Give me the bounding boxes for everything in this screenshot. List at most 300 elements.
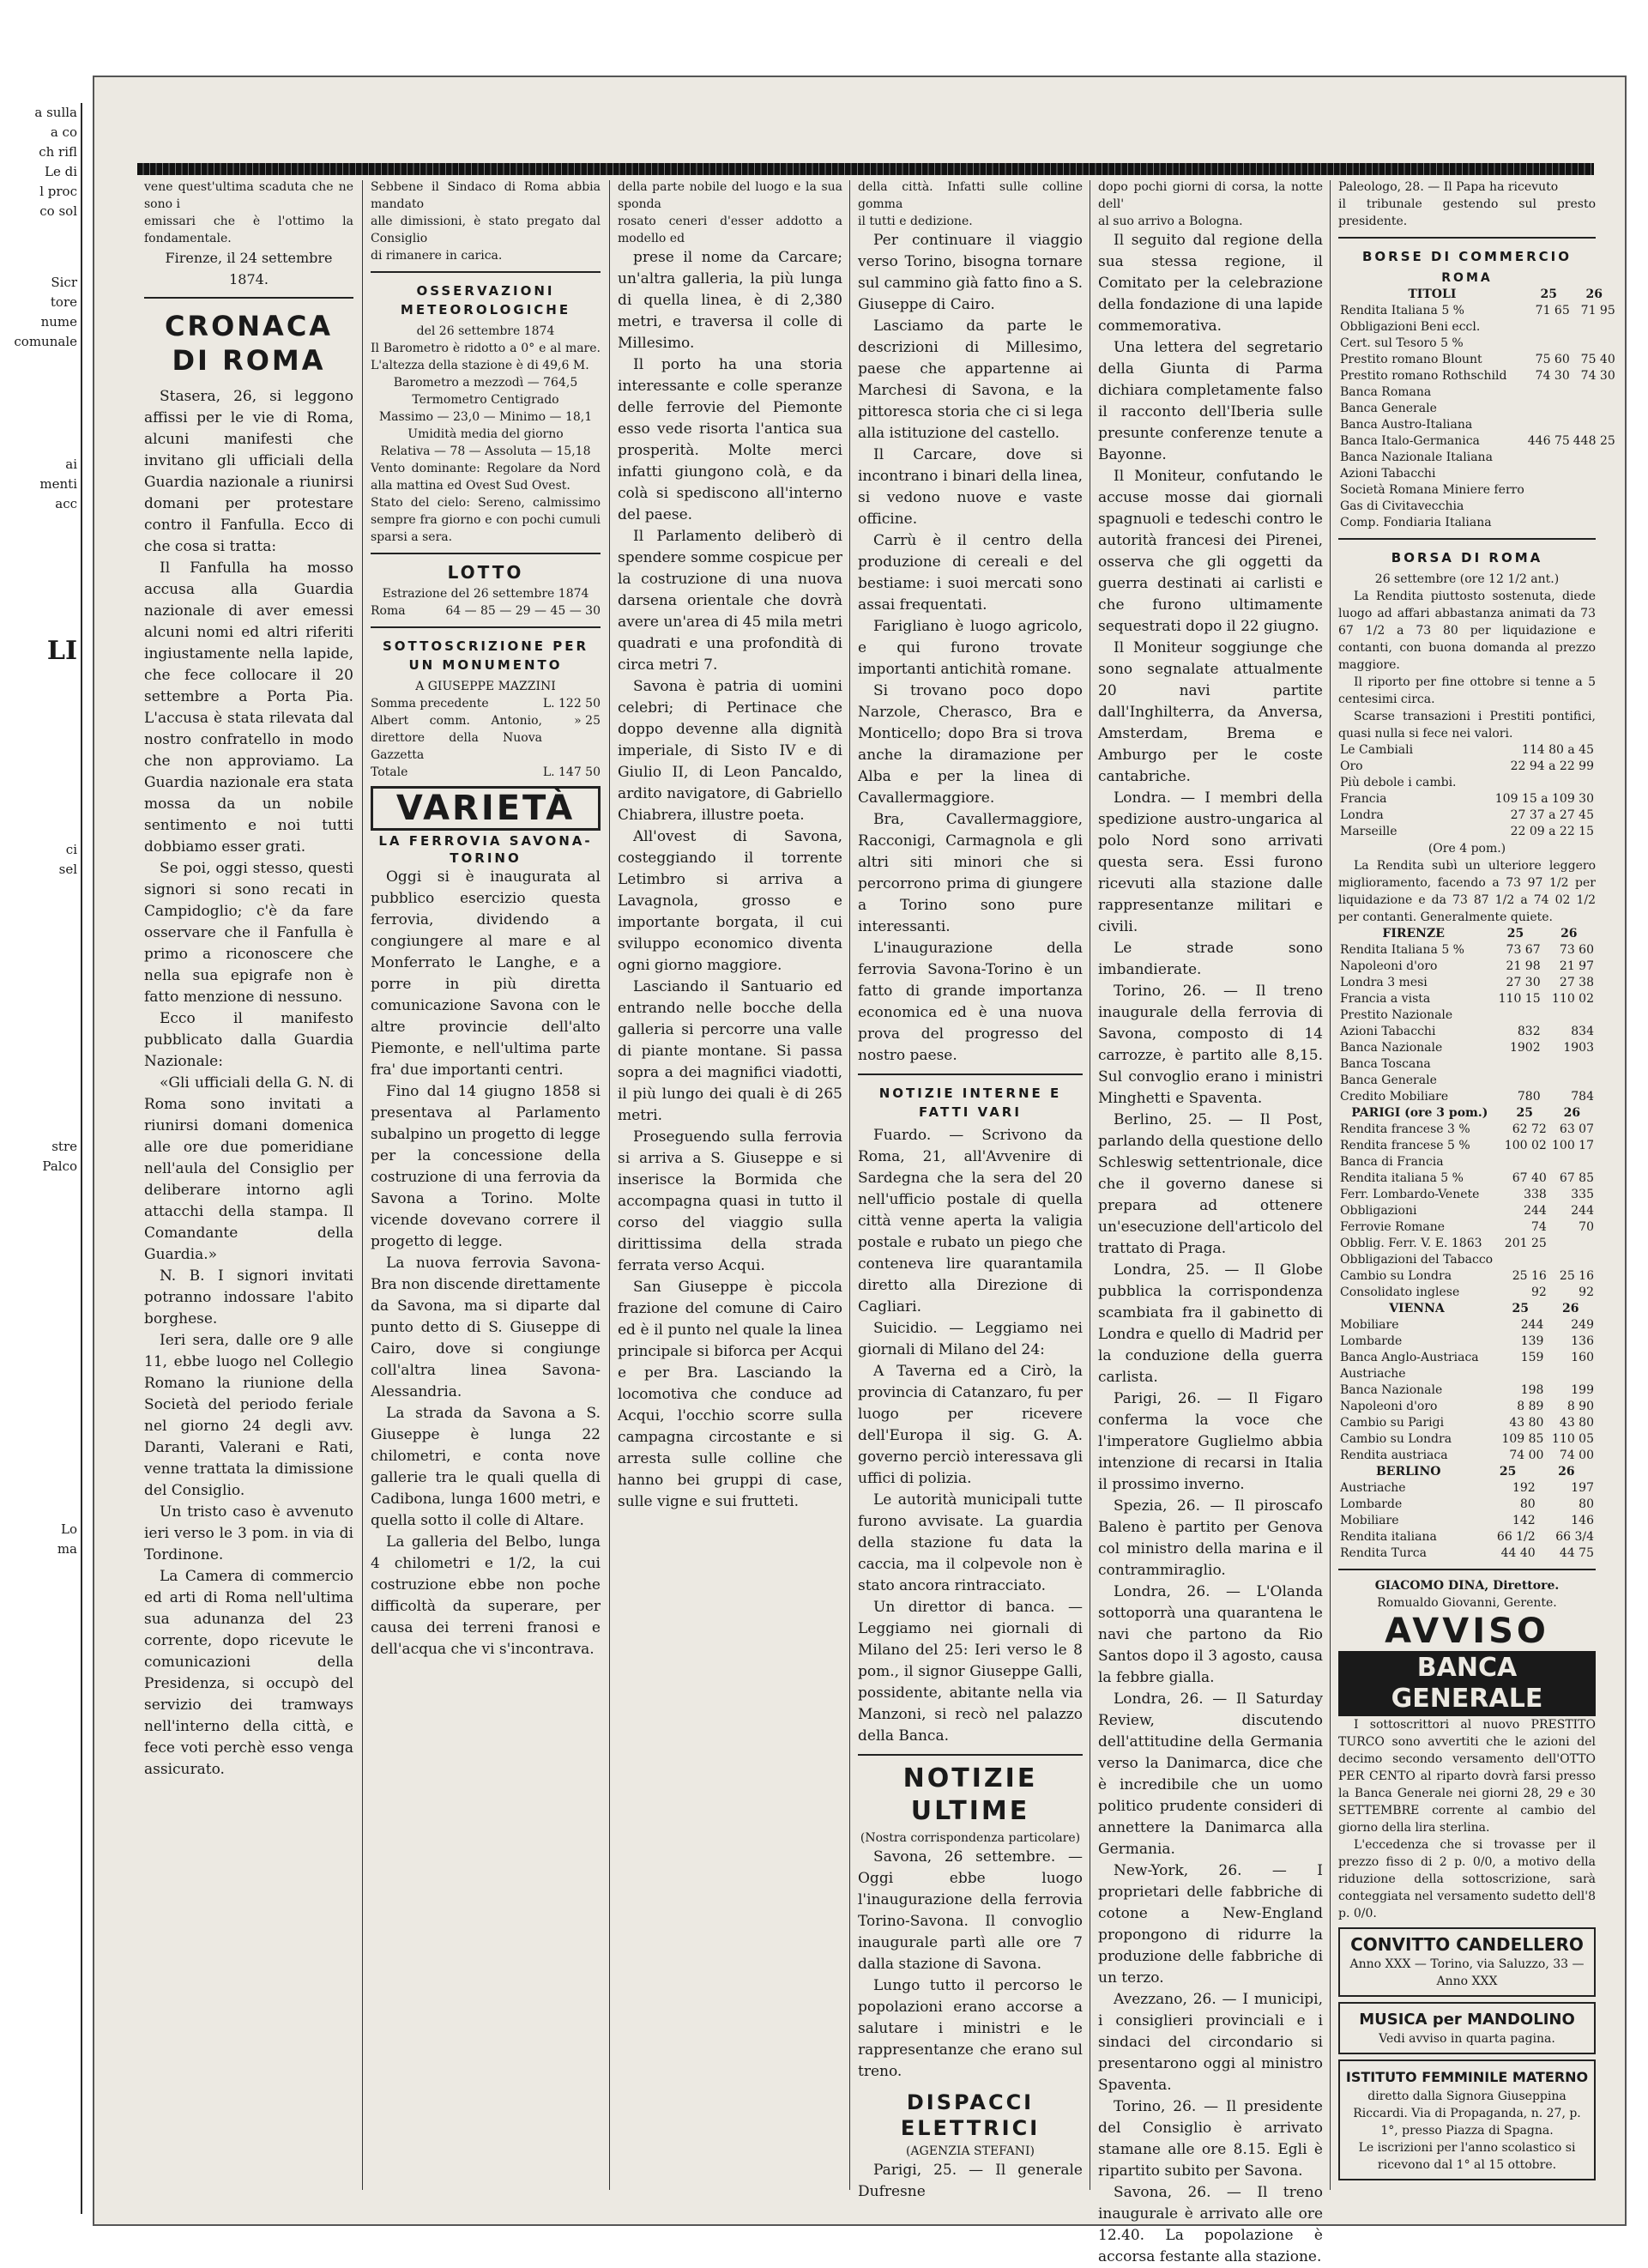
meteo-line: Barometro a mezzodì — 764,5	[393, 376, 578, 390]
table-cell: 67 40	[1512, 1171, 1547, 1185]
table-cell: Banca Austro-Italiana	[1340, 418, 1473, 432]
cell: Più debole i cambi.	[1340, 776, 1457, 789]
paragraph: Suicidio. — Leggiamo nei giornali di Milano del 24:	[858, 1320, 1083, 1358]
table-row	[1338, 1122, 1596, 1138]
table-cell: 100 02	[1504, 1139, 1547, 1152]
lotto-date: Estrazione del 26 settembre 1874	[382, 587, 589, 601]
borsa-title: BORSA DI ROMA	[1391, 550, 1543, 565]
table-cell	[1572, 319, 1617, 336]
cell: Le Cambiali	[1340, 743, 1414, 757]
header-cell: 25	[1516, 1106, 1533, 1120]
table-cell: 249	[1571, 1318, 1594, 1332]
header-cell: 26	[1560, 927, 1578, 940]
table-row	[1338, 1399, 1596, 1415]
table-row	[1338, 1497, 1596, 1513]
cell: 22 94 a 22 99	[1510, 759, 1594, 773]
paragraph: La galleria del Belbo, lunga 4 chilometri e 1/2, la cui costruzione ebbe non poche difficoltà da superare, per causa dei terreni franosi e dell'acqua che vi s'incontrava.	[371, 1533, 601, 1658]
table-cell: 335	[1571, 1188, 1594, 1201]
column-3	[618, 178, 842, 2204]
paragraph: Il Moniteur, confutando le accuse mosse dai giornali spagnuoli e tedeschi contro le autorità francesi dei Pirenei, osserva che gli oggetti da guerra destinati ai carlisti e che furono ultimamente sequestrati dopo il 22 giugno.	[1098, 468, 1323, 635]
table-cell	[1542, 1056, 1596, 1073]
column-4	[858, 178, 1083, 2204]
paragraph: Il Carcare, dove si incontrano i binari della linea, si vedono nuove e vaste officine.	[858, 446, 1083, 528]
strip-line: comunale	[14, 334, 77, 349]
cambi-note: (Ore 4 pom.)	[1428, 842, 1506, 856]
table-row	[1338, 1431, 1596, 1448]
table-cell: Banca Nazionale	[1340, 1383, 1443, 1397]
ad-musica-title: MUSICA per MANDOLINO	[1359, 2011, 1575, 2029]
table-cell	[1572, 466, 1617, 482]
meteo-line: Termometro Centigrado	[412, 393, 559, 407]
header-cell: 26	[1558, 1465, 1575, 1479]
table-row	[1338, 1007, 1596, 1024]
table-cell	[1542, 1007, 1596, 1024]
paragraph: Le autorità municipali tutte furono avvisate. La guardia della stazione fu data la caccia, ma il colpevole non è stato ancora rintracciato.	[858, 1491, 1083, 1594]
table-row	[1338, 959, 1596, 975]
firenze-table	[1338, 926, 1596, 1105]
telegram: Londra, 26. — L'Olanda sottoporrà una quarantena le navi che partono da Rio Santos dopo il 3 agosto, causa la febbre gialla.	[1098, 1583, 1323, 1686]
paragraph: A Taverna ed a Cirò, la provincia di Catanzaro, fu per luogo per ricevere dell'Europa il sig. G. A. governo perciò interessava gli uffici di polizia.	[858, 1363, 1083, 1487]
table-cell: 71 95	[1580, 304, 1615, 318]
table-body	[1338, 303, 1617, 531]
paragraph: Ieri sera, dalle ore 9 alle 11, ebbe luogo nel Collegio Romano la riunione della Società del periodo feriale nel giorno 24 degli avv. Daranti, Valerani e Rati, venne trattata la dimissione del Consiglio.	[144, 1332, 353, 1499]
paragraph: Se poi, oggi stesso, questi signori si sono recati in Campidoglio; c'è da fare osservare che il Fanfulla è primo a riconoscere che nella sua epigrafe non è fatto menzione di nessuno.	[144, 860, 353, 1006]
table-cell: Banca di Francia	[1340, 1155, 1444, 1169]
table-cell: 8 89	[1517, 1400, 1544, 1413]
table-row	[1338, 336, 1617, 352]
table-row	[1338, 807, 1596, 824]
table-row	[1338, 1285, 1596, 1301]
header-cell: VIENNA	[1389, 1302, 1445, 1315]
titoli-table	[1338, 287, 1617, 531]
table-cell: 192	[1512, 1481, 1536, 1495]
ultime-title: NOTIZIE ULTIME	[902, 1763, 1038, 1826]
subscription-subtitle: A GIUSEPPE MAZZINI	[415, 680, 556, 693]
header-cell: 26	[1563, 1106, 1581, 1120]
table-cell: 27 30	[1506, 976, 1541, 989]
strip-line: Sicr	[51, 275, 77, 290]
table-cell: Azioni Tabacchi	[1340, 467, 1436, 481]
column-1	[144, 178, 353, 2204]
table-cell: 160	[1571, 1351, 1594, 1364]
varieta-title: VARIETÀ	[371, 786, 601, 831]
meteo-line: Il Barometro è ridotto a 0° e al mare. L'altezza della stazione è di 49,6 M.	[371, 342, 601, 372]
table-cell	[1526, 417, 1572, 433]
table-row	[1338, 759, 1596, 775]
paragraph: Savona, 26 settembre. — Oggi ebbe luogo l'inaugurazione della ferrovia Torino-Savona. Il convoglio inaugurale partì alle ore 7 dalla stazione di Savona.	[858, 1848, 1083, 1973]
strip-line: a sulla	[34, 105, 77, 120]
paragraph: La Rendita piuttosto sostenuta, diede luogo ad affari abbastanza animati da 73 67 1/2 a 73 80 per liquidazione e contanti, con buona domanda al prezzo maggiore.	[1338, 590, 1596, 672]
table-cell: Banca Generale	[1340, 1074, 1437, 1087]
table-row	[1338, 775, 1596, 791]
continued-line: della città. Infatti sulle colline gomma	[858, 180, 1083, 211]
paragraph: Savona è patria di uomini celebri; di Pertinace che doppo devenne alla dignità imperiale, di Sisto IV e di Giulio II, di Leon Pancaldo, ardito navigatore, di Gabriello Chiabrera, illustre poeta.	[618, 678, 842, 824]
paragraph: Scarse transazioni i Prestiti pontifici, quasi nulla si fece nei valori.	[1338, 710, 1596, 741]
table-cell: Banca Italo-Germanica	[1340, 434, 1480, 448]
table-cell: 139	[1520, 1334, 1544, 1348]
table-cell: Comp. Fondiaria Italiana	[1340, 516, 1492, 529]
table-cell: Società Romana Miniere ferro	[1340, 483, 1524, 497]
table-cell: Banca Toscana	[1340, 1057, 1431, 1071]
paragraph: Carrù è il centro della produzione di cereali e del bestiame: i suoi mercati sono assai frequentati.	[858, 532, 1083, 614]
table-cell: 80	[1579, 1497, 1594, 1511]
table-row	[1338, 319, 1617, 336]
table-cell: 109 85	[1501, 1432, 1544, 1446]
table-row	[1338, 1529, 1596, 1545]
table-cell: Credito Mobiliare	[1340, 1090, 1449, 1104]
table-cell: 44 40	[1500, 1546, 1536, 1560]
header-cell: 25	[1512, 1302, 1529, 1315]
table-cell: 63 07	[1559, 1122, 1594, 1136]
subscription-value: L. 122 50	[542, 697, 601, 711]
paragraph: N. B. I signori invitati potranno indossare l'abito borghese.	[144, 1267, 353, 1328]
table-row	[1338, 1040, 1596, 1056]
table-cell	[1488, 1056, 1542, 1073]
table-row	[1338, 1382, 1596, 1399]
table-cell: 92	[1579, 1285, 1594, 1299]
continued-line: alle dimissioni, è stato pregato dal Consiglio	[371, 215, 601, 245]
ad-istituto-text: diretto dalla Signora Giuseppina Riccardi. Via di Propaganda, n. 27, p. 1°, presso Piazza di Spagna.	[1353, 2090, 1581, 2138]
table-cell: 67 85	[1559, 1171, 1594, 1185]
paragraph: Proseguendo sulla ferrovia si arriva a S. Giuseppe e si inserisce la Bormida che accompagna quasi in tutto il corso del viaggio sulla dirittissima della strada ferrata verso Acqui.	[618, 1128, 842, 1274]
table-row	[1338, 975, 1596, 991]
table-cell: 244	[1524, 1204, 1547, 1218]
lotto-city: Roma	[371, 604, 406, 618]
divider	[371, 271, 601, 273]
table-cell: Rendita francese 5 %	[1340, 1139, 1470, 1152]
telegram: New-York, 26. — I proprietari delle fabbriche di cotone a New-England propongono di ridurre la produzione delle fabbriche di un terzo.	[1098, 1862, 1323, 1987]
table-cell	[1488, 1073, 1542, 1089]
table-cell: 197	[1571, 1481, 1594, 1495]
continued-line: il tribunale gestendo sul presto presidente.	[1338, 197, 1596, 228]
header-cell: BERLINO	[1375, 1465, 1441, 1479]
table-cell: 92	[1530, 1285, 1547, 1299]
table-cell: 62 72	[1512, 1122, 1547, 1136]
table-cell: Banca Anglo-Austriaca	[1340, 1351, 1479, 1364]
paragraph: Lungo tutto il percorso le popolazioni erano accorse a salutare i ministri e le rappresentanze che erano sul treno.	[858, 1977, 1083, 2080]
table-row	[1338, 1236, 1596, 1252]
table-row	[1338, 1415, 1596, 1431]
lotto-title: LOTTO	[447, 562, 524, 583]
header-cell: 26	[1561, 1302, 1579, 1315]
table-cell: 25 16	[1512, 1269, 1547, 1283]
table-row	[1338, 1350, 1596, 1366]
ad-banca-title: BANCA GENERALE	[1338, 1651, 1596, 1716]
continued-line: Paleologo, 28. — Il Papa ha ricevuto	[1338, 180, 1559, 194]
divider	[1338, 538, 1596, 540]
table-cell: Banca Romana	[1340, 385, 1432, 399]
table-cell: Cambio su Parigi	[1340, 1416, 1445, 1430]
roma-title: ROMA	[1441, 271, 1493, 285]
continued-line: emissari che è l'ottimo la fondamentale.	[144, 215, 353, 245]
lotto-numbers: 64 — 85 — 29 — 45 — 30	[445, 604, 601, 618]
table-cell: Prestito Nazionale	[1340, 1008, 1453, 1022]
table-cell: 71 65	[1535, 304, 1570, 318]
cell: Francia	[1340, 792, 1387, 806]
continued-line: di rimanere in carica.	[371, 249, 503, 263]
table-cell: Ferr. Lombardo-Venete	[1340, 1188, 1480, 1201]
ad-text: L'eccedenza che si trovasse per il prezzo fisso di 2 p. 0/0, a motivo della riduzione della sottoscrizione, sarà conteggiata nel versamento sudetto dell'8 p. 0/0.	[1338, 1838, 1596, 1920]
table-row	[1338, 1334, 1596, 1350]
table-cell	[1572, 482, 1617, 499]
table-row	[1338, 352, 1617, 368]
table-cell: Consolidato inglese	[1340, 1285, 1460, 1299]
table-cell: 780	[1517, 1090, 1541, 1104]
strip-line: LI	[46, 636, 77, 666]
table-row	[1338, 499, 1617, 515]
cell: Londra	[1340, 808, 1384, 822]
berlino-table	[1338, 1464, 1596, 1562]
continued-line: vene quest'ultima scaduta che ne sono i	[144, 180, 353, 211]
table-cell	[1572, 417, 1617, 433]
table-row	[1338, 384, 1617, 401]
table-cell: Napoleoni d'oro	[1340, 959, 1438, 973]
lotto-row	[371, 602, 601, 620]
table-row	[1338, 1024, 1596, 1040]
strip-line: nume	[40, 314, 77, 330]
table-cell: Francia a vista	[1340, 992, 1431, 1006]
divider	[371, 626, 601, 628]
ad-avviso-title: AVVISO	[1385, 1612, 1549, 1651]
table-cell: Austriache	[1340, 1481, 1406, 1495]
ad-istituto	[1338, 2059, 1596, 2180]
divider	[1338, 237, 1596, 239]
subscription-row	[371, 695, 601, 712]
paragraph: Il Fanfulla ha mosso accusa alla Guardia nazionale di aver emessi alcuni nomi ed altri riferiti ingiustamente nella lapide, che fece collocare il 20 settembre a Porta Pia. L'accusa è stata rilevata dal nostro confratello in modo che non approviamo. La Guardia nazionale era stata mossa da un nobile sentimento e noi tutti dobbiamo esser grati.	[144, 559, 353, 856]
top-rule	[137, 163, 1594, 175]
table-cell: Rendita italiana	[1340, 1530, 1437, 1544]
telegram: Savona, 26. — Il treno inaugurale è arrivato alle ore 12.40. La popolazione è accorsa festante alla stazione.	[1098, 2184, 1323, 2265]
paragraph: Il riporto per fine ottobre si tenne a 5 centesimi circa.	[1338, 675, 1596, 706]
paragraph: San Giuseppe è piccola frazione del comune di Cairo ed è il punto nel quale la linea principale si biforca per Acqui e per Bra. Lasciando la locomotiva che conduce ad Acqui, l'occhio scorre sulla campagna circostante e si arresta sulle colline che hanno bei gruppi di case, sulle vigne e sui frutteti.	[618, 1279, 842, 1510]
table-header	[1338, 287, 1617, 303]
telegram: Parigi, 26. — Il Figaro conferma la voce che l'imperatore Guglielmo abbia intenzione di recarsi in Italia il prossimo inverno.	[1098, 1390, 1323, 1493]
table-row	[1338, 1203, 1596, 1219]
table-cell: 27 38	[1559, 976, 1594, 989]
paragraph: Bra, Cavallermaggiore, Racconigi, Carmagnola e gli altri siti minori che si percorrono prima di giungere a Torino sono pure interessanti.	[858, 811, 1083, 935]
strip-line: ch rifl	[39, 144, 77, 160]
telegram: Londra, 25. — Il Globe pubblica la corrispondenza scambiata fra il gabinetto di Londra e quello di Madrid per la conduzione della guerra carlista.	[1098, 1261, 1323, 1386]
table-cell	[1526, 401, 1572, 417]
newspaper-page	[93, 76, 1627, 2265]
table-row	[1338, 1448, 1596, 1464]
cell: 22 09 a 22 15	[1510, 825, 1594, 838]
header-cell: TITOLI	[1408, 287, 1457, 301]
table-cell: 201 25	[1504, 1237, 1547, 1250]
table-body	[1338, 1317, 1596, 1464]
table-cell	[1548, 1252, 1596, 1268]
table-row	[1338, 824, 1596, 840]
table-cell: Mobiliare	[1340, 1514, 1399, 1527]
paragraph: Un direttor di banca. — Leggiamo nei giornali di Milano del 25: Ieri verso le 8 pom., il signor Giuseppe Galli, possidente, abitante nella via Manzoni, si recò nel palazzo della Banca.	[858, 1599, 1083, 1745]
table-cell	[1526, 515, 1572, 531]
subscription-row	[371, 712, 601, 764]
table-row	[1338, 991, 1596, 1007]
cell: 27 37 a 27 45	[1510, 808, 1594, 822]
ad-istituto-text: Le iscrizioni per l'anno scolastico si ricevono dal 1° al 15 ottobre.	[1358, 2141, 1576, 2172]
header-cell: 25	[1499, 1465, 1517, 1479]
telegram: Spezia, 26. — Il piroscafo Baleno è partito per Genova col ministro della marina e il contrammiraglio.	[1098, 1497, 1323, 1579]
strip-line: Le di	[44, 164, 77, 179]
table-row	[1338, 1480, 1596, 1497]
table-cell: Londra 3 mesi	[1340, 976, 1428, 989]
column-6	[1338, 178, 1615, 2204]
table-cell: 1903	[1563, 1041, 1594, 1055]
table-cell	[1572, 450, 1617, 466]
table-cell: Napoleoni d'oro	[1340, 1400, 1438, 1413]
strip-line: ma	[57, 1541, 77, 1557]
table-cell: Mobiliare	[1340, 1318, 1399, 1332]
ad-musica	[1338, 2002, 1596, 2054]
continued-line: rosato ceneri d'esser addotto a modello ed	[618, 215, 842, 245]
paragraph: All'ovest di Savona, costeggiando il torrente Letimbro si arriva a Lavagnola, grosso e importante borgata, il cui sviluppo economico diventa ogni giorno maggiore.	[618, 828, 842, 974]
paragraph: Una lettera del segretario della Giunta di Parma dichiara completamente falso il racconto dell'Iberia sulle presunte conferenze tenute a Bayonne.	[1098, 339, 1323, 463]
table-cell	[1526, 450, 1572, 466]
table-cell: Rendita austriaca	[1340, 1448, 1448, 1462]
table-cell: 73 60	[1559, 943, 1594, 957]
continued-line: dopo pochi giorni di corsa, la notte dell'	[1098, 180, 1323, 211]
table-body	[1338, 942, 1596, 1105]
paragraph: Ecco il manifesto pubblicato dalla Guardia Nazionale:	[144, 1010, 353, 1070]
table-cell: Prestito romano Rothschild	[1340, 369, 1507, 383]
table-row	[1338, 1219, 1596, 1236]
table-cell	[1542, 1073, 1596, 1089]
table-cell: 146	[1571, 1514, 1594, 1527]
table-row	[1338, 742, 1596, 759]
table-body	[1338, 1480, 1596, 1562]
table-cell: 21 97	[1559, 959, 1594, 973]
table-cell: 159	[1520, 1351, 1544, 1364]
telegram: Berlino, 25. — Il Post, parlando della questione dello Schleswig settentrionale, dice che il governo danese si prepara ad ottenere un'esecuzione dell'articolo del trattato di Praga.	[1098, 1111, 1323, 1257]
paragraph: Il Moniteur soggiunge che sono segnalate attualmente 20 navi partite dall'Inghilterra, da Anversa, Amsterdam, Brema e Amburgo per le coste cantabriche.	[1098, 639, 1323, 785]
subscription-title: SOTTOSCRIZIONE PER UN MONUMENTO	[382, 638, 589, 673]
column-rule	[609, 180, 610, 2190]
paragraph: Per continuare il viaggio verso Torino, bisogna tornare sul cammino già fatto fino a S. Giuseppe di Cairo.	[858, 232, 1083, 313]
strip-line: co sol	[39, 203, 77, 219]
table-cell: 74 00	[1509, 1448, 1544, 1462]
meteo-title: OSSERVAZIONI METEOROLOGICHE	[400, 283, 571, 318]
paragraph: La Rendita subì un ulteriore leggero miglioramento, facendo a 73 97 1/2 per liquidazione e da 73 87 1/2 a 74 02 1/2 per contanti. Generalmente quiete.	[1338, 859, 1596, 924]
paragraph: La strada da Savona a S. Giuseppe è lunga 22 chilometri, e conta nove gallerie tra le quali quella di Cadibona, lunga 1600 metri, e quella sotto il colle di Altare.	[371, 1405, 601, 1529]
ad-istituto-title: ISTITUTO FEMMINILE MATERNO	[1345, 2069, 1589, 2085]
ad-convitto-title: CONVITTO CANDELLERO	[1350, 1934, 1584, 1955]
continued-line: al suo arrivo a Bologna.	[1098, 215, 1243, 228]
strip-line: l proc	[39, 184, 77, 199]
table-cell: 244	[1571, 1204, 1594, 1218]
cell: 114 80 a 45	[1521, 743, 1594, 757]
table-row	[1338, 515, 1617, 531]
paragraph: La Camera di commercio ed arti di Roma nell'ultima sua adunanza del 23 corrente, dopo ricevute le comunicazioni della Presidenza, si occupò del servizio dei tramways nell'interno della città, e fece voti perchè esso venga assicurato.	[144, 1568, 353, 1778]
column-rule	[362, 180, 363, 2190]
table-cell: 74 30	[1580, 369, 1615, 383]
table-row	[1338, 942, 1596, 959]
header-cell: 25	[1506, 927, 1524, 940]
table-header	[1338, 1301, 1596, 1317]
paragraph: Le strade sono imbandierate.	[1098, 940, 1323, 978]
table-cell: 832	[1517, 1025, 1541, 1038]
table-cell	[1545, 1366, 1596, 1382]
telegram: Avezzano, 26. — I municipi, i consiglieri provinciali e i sindaci del circondario si presentarono oggi al ministro Spaventa.	[1098, 1991, 1323, 2094]
table-cell	[1572, 499, 1617, 515]
parigi-table	[1338, 1105, 1596, 1301]
table-cell: 338	[1524, 1188, 1547, 1201]
gerente-line: Romualdo Giovanni, Gerente.	[1377, 1596, 1557, 1610]
divider	[858, 1754, 1083, 1756]
table-row	[1338, 1513, 1596, 1529]
table-row	[1338, 1170, 1596, 1187]
table-cell: 66 3/4	[1555, 1530, 1594, 1544]
dateline: Firenze, il 24 settembre 1874.	[165, 250, 333, 287]
table-cell: Rendita Turca	[1340, 1546, 1427, 1560]
table-cell: 43 80	[1559, 1416, 1594, 1430]
table-row	[1338, 1187, 1596, 1203]
ultime-subtitle: (Nostra corrispondenza particolare)	[860, 1831, 1081, 1845]
table-cell: Austriache	[1340, 1367, 1406, 1381]
table-cell: Gas di Civitavecchia	[1340, 499, 1464, 513]
divider	[144, 297, 353, 299]
column-2	[371, 178, 601, 2204]
paragraph: Oggi si è inaugurata al pubblico esercizio questa ferrovia, dividendo a congiungere al mare e al Monferrato le Langhe, e a porre in più diretta comunicazione Savona con le altre provincie dell'alto Piemonte, e nell'ultima parte fra' due importanti centri.	[371, 868, 601, 1079]
table-cell: 1902	[1509, 1041, 1541, 1055]
table-row	[1338, 303, 1617, 319]
adjacent-page-strip	[0, 103, 82, 2214]
paragraph: La nuova ferrovia Savona-Bra non discende direttamente da Savona, ma si diparte dal punto detto di S. Giuseppe di Cairo, dove si congiunge coll'altra linea Savona-Alessandria.	[371, 1255, 601, 1400]
table-cell: 446 75	[1527, 434, 1570, 448]
table-row	[1338, 466, 1617, 482]
column-5	[1098, 178, 1323, 2265]
table-cell: 110 05	[1552, 1432, 1594, 1446]
table-cell: Obbligazioni	[1340, 1204, 1417, 1218]
ad-text: I sottoscrittori al nuovo PRESTITO TURCO sono avvertiti che le azioni del decimo secondo versamento dell'OTTO PER CENTO al riparto dovrà farsi presso la Banca Generale nei giorni 28, 29 e 30 SETTEMBRE corrente al cambio del giorno della lira sterlina.	[1338, 1718, 1596, 1835]
table-cell: Ferrovie Romane	[1340, 1220, 1446, 1234]
borse-title: BORSE DI COMMERCIO	[1361, 249, 1572, 264]
ad-musica-text: Vedi avviso in quarta pagina.	[1379, 2032, 1555, 2046]
table-body	[1338, 1122, 1596, 1301]
table-cell: 244	[1520, 1318, 1544, 1332]
paragraph: Farigliano è luogo agricolo, e qui furono trovate importanti antichità romane.	[858, 618, 1083, 678]
paragraph: Parigi, 25. — Il generale Dufresne	[858, 2162, 1083, 2200]
cell: Oro	[1340, 759, 1363, 773]
table-cell: Obblig. Ferr. V. E. 1863	[1340, 1237, 1482, 1250]
table-cell: Azioni Tabacchi	[1340, 1025, 1436, 1038]
subscription-label: Totale	[371, 765, 408, 779]
table-cell	[1572, 384, 1617, 401]
strip-line: tore	[50, 294, 77, 310]
table-cell: 80	[1519, 1497, 1536, 1511]
header-cell: 26	[1585, 287, 1603, 301]
header-cell: 25	[1540, 287, 1557, 301]
table-cell: 100 17	[1552, 1139, 1594, 1152]
table-row	[1338, 1073, 1596, 1089]
cambi-table	[1338, 742, 1596, 840]
continued-line: Sebbene il Sindaco di Roma abbia mandato	[371, 180, 601, 211]
table-cell: Cert. sul Tesoro 5 %	[1340, 336, 1464, 350]
table-cell	[1526, 482, 1572, 499]
cell: 109 15 a 109 30	[1494, 792, 1594, 806]
paragraph: Il porto ha una storia interessante e colle speranze delle ferrovie del Piemonte esso vede risorta l'antica sua prosperità. Molte merci infatti giungono colà, e da colà si spediscono all'interno del paese.	[618, 356, 842, 523]
ad-convitto-text: Anno XXX — Torino, via Saluzzo, 33 — Anno XXX	[1349, 1957, 1585, 1988]
table-cell	[1548, 1236, 1596, 1252]
table-cell: 44 75	[1559, 1546, 1594, 1560]
paragraph: Lasciando il Santuario ed entrando nelle bocche della galleria si percorre una valle di piante montane. Si passa sopra a dei magnifici viadotti, il più lungo dei quali è di 265 metri.	[618, 978, 842, 1124]
header-cell: PARIGI (ore 3 pom.)	[1351, 1106, 1488, 1120]
dispacci-subtitle: (AGENZIA STEFANI)	[905, 2144, 1035, 2158]
table-cell: 142	[1512, 1514, 1536, 1527]
strip-line: ai	[65, 457, 77, 472]
table-header	[1338, 1464, 1596, 1480]
table-cell: 74 00	[1559, 1448, 1594, 1462]
strip-line: menti	[39, 476, 77, 492]
